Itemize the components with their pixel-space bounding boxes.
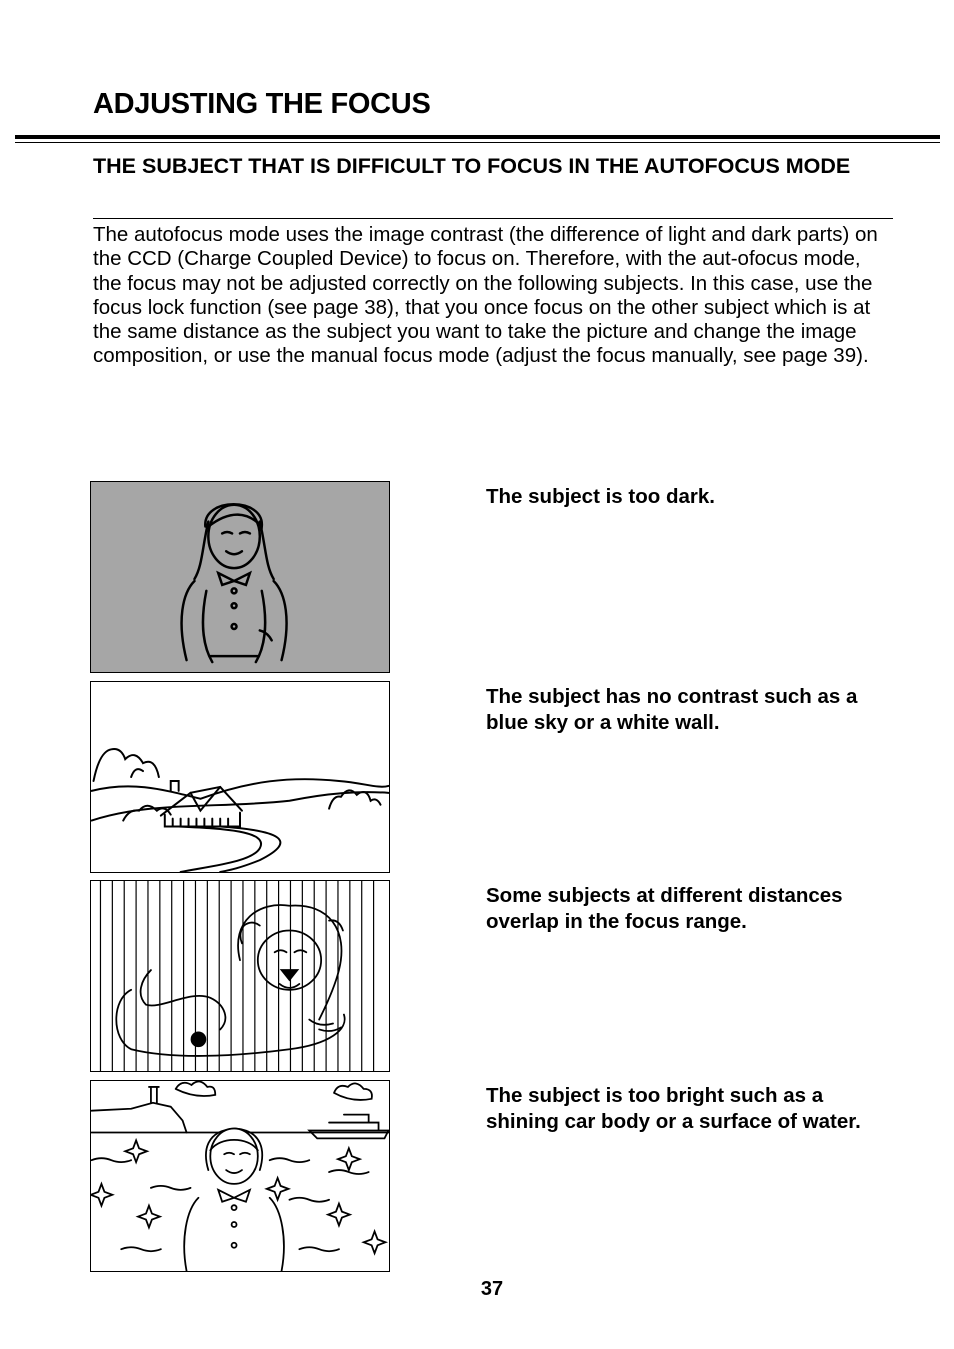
landscape-icon: [90, 681, 390, 873]
caption-too-bright: The subject is too bright such as a shining car body or a surface of water.: [486, 1084, 861, 1133]
header-rule-thick: [15, 135, 940, 139]
page-title: ADJUSTING THE FOCUS: [93, 88, 431, 120]
section-subtitle: THE SUBJECT THAT IS DIFFICULT TO FOCUS IN THE AUTOFOCUS MODE: [93, 154, 851, 178]
caption-overlap: Some subjects at different distances overlap in the focus range.: [486, 884, 843, 933]
intro-paragraph: The autofocus mode uses the image contrast (the difference of light and dark parts) on the CCD (Charge Coupled Device) to focus on. Therefore, with the aut-ofocus mode, the focus may not be adjusted correctly on the following subjects. In this case, use the focus lock function (see page 38), that you once focus on the other subject which is at the same distance as the subject you want to take the picture and change the image composition, or use the manual focus mode (adjust the focus manually, see page 39).: [93, 223, 878, 368]
subtitle-rule: [93, 218, 893, 219]
bright-water-portrait-icon: [90, 1080, 390, 1272]
caged-lion-icon: [90, 880, 390, 1072]
caption-no-contrast: The subject has no contrast such as a blue sky or a white wall.: [486, 685, 858, 734]
caption-too-dark: The subject is too dark.: [486, 485, 715, 508]
page-number: 37: [480, 1278, 504, 1300]
header-rule-thin: [15, 142, 940, 143]
dark-portrait-icon: [90, 481, 390, 673]
